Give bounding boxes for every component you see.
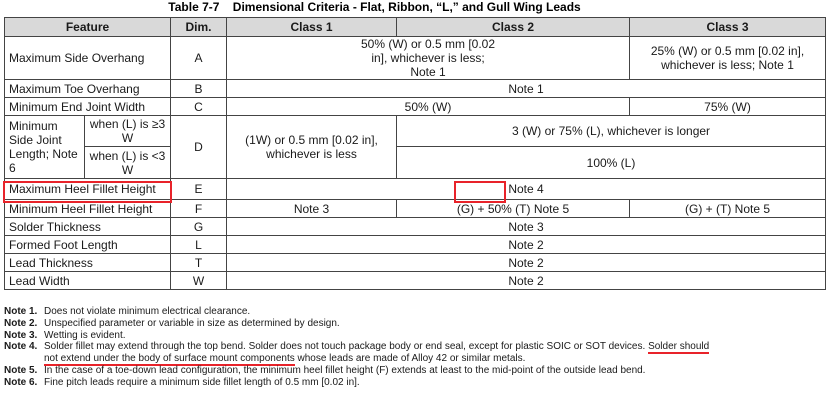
table-row [5,116,826,147]
header-feature: Feature [5,18,171,37]
value-cell: 25% (W) or 0.5 mm [0.02 in], whichever is less; Note 1 [630,37,826,80]
note-text: Wetting is evident. [44,329,126,341]
table-row [5,80,826,98]
table-row [5,98,826,116]
value-cell: 75% (W) [630,98,826,116]
feature-cell: Solder Thickness [5,218,171,236]
value-cell: Note 3 [227,200,397,218]
note-3 [4,330,749,342]
note-text: whose leads are made of Alloy 42 or similar metals. [297,353,526,365]
dim-cell: L [171,236,227,254]
note-label: Note 2. [4,317,38,329]
table-row [5,272,826,290]
note-text: Does not violate minimum electrical clearance. [44,306,251,317]
note-4-continued [4,353,749,365]
note-label: Note 3. [4,329,38,341]
note-label: Note 5. [4,364,38,376]
dim-cell: C [171,98,227,116]
feature-cell: Minimum Side Joint Length; Note 6 [5,116,85,179]
table-id: Table 7-7 [168,0,220,14]
value-cell: (G) + (T) Note 5 [630,200,826,218]
note-label: Note 1. [4,306,38,317]
table-row [5,254,826,272]
value-cell: 100% (L) [397,147,826,179]
note-text: Fine pitch leads require a minimum side fillet length of 0.5 mm [0.02 in]. [44,376,360,388]
note-label: Note 4. [4,341,38,353]
header-dim: Dim. [171,18,227,37]
condition-cell: when (L) is ≥3 W [85,116,171,147]
note-text: Solder fillet may extend through the top bend. Solder does not touch package body or end seal, except for plastic SOIC or SOT devices. [44,341,646,353]
dim-cell: B [171,80,227,98]
value-cell: Note 3 [227,218,826,236]
feature-cell: Maximum Toe Overhang [5,80,171,98]
value-cell: Note 1 [227,80,826,98]
feature-cell: Minimum Heel Fillet Height [5,200,171,218]
criteria-table [4,17,826,290]
header-row [5,18,826,37]
note-2 [4,318,749,330]
dim-cell: W [171,272,227,290]
table-row [5,200,826,218]
note-4-underlined-b: not extend under the body of surface mount components [44,353,295,365]
table-row-highlighted [5,179,826,200]
feature-cell: Minimum End Joint Width [5,98,171,116]
value-cell: 50% (W) or 0.5 mm [0.02 in], whichever is less; Note 1 [227,37,630,80]
feature-cell: Maximum Side Overhang [5,37,171,80]
dim-cell: G [171,218,227,236]
feature-cell: Formed Foot Length [5,236,171,254]
table-row [5,147,826,179]
header-class1: Class 1 [227,18,397,37]
note-text: In the case of a toe-down lead configuration, the minimum heel fillet height (F) extends at least to the mid-point of the outside lead bend. [44,364,646,376]
table-row [5,37,826,80]
value-cell: 50% (W) [227,98,630,116]
dim-cell: T [171,254,227,272]
table-title-text: Dimensional Criteria - Flat, Ribbon, “L,” and Gull Wing Leads [232,0,581,14]
note-4-underlined-a: Solder should [648,341,710,353]
condition-cell: when (L) is <3 W [85,147,171,179]
value-cell: (G) + 50% (T) Note 5 [397,200,630,218]
header-class2: Class 2 [397,18,630,37]
value-cell: Note 2 [227,272,826,290]
note-6 [4,377,749,389]
table-row [5,218,826,236]
note-4 [4,341,749,353]
value-cell: Note 2 [227,254,826,272]
table-title [0,0,749,16]
dim-cell: E [171,179,227,200]
feature-cell: Maximum Heel Fillet Height [5,179,171,200]
value-cell: 3 (W) or 75% (L), whichever is longer [397,116,826,147]
note-text: Unspecified parameter or variable in size as determined by design. [44,317,340,329]
dim-cell: F [171,200,227,218]
dim-cell: A [171,37,227,80]
value-cell: Note 2 [227,236,826,254]
note-label: Note 6. [4,376,38,388]
notes-section [4,306,749,389]
value-cell: Note 4 [227,179,826,200]
note-5 [4,365,749,377]
dim-cell: D [171,116,227,179]
feature-cell: Lead Thickness [5,254,171,272]
value-cell: (1W) or 0.5 mm [0.02 in], whichever is less [227,116,397,179]
table-row [5,236,826,254]
header-class3: Class 3 [630,18,826,37]
feature-cell: Lead Width [5,272,171,290]
note-1 [4,306,749,318]
